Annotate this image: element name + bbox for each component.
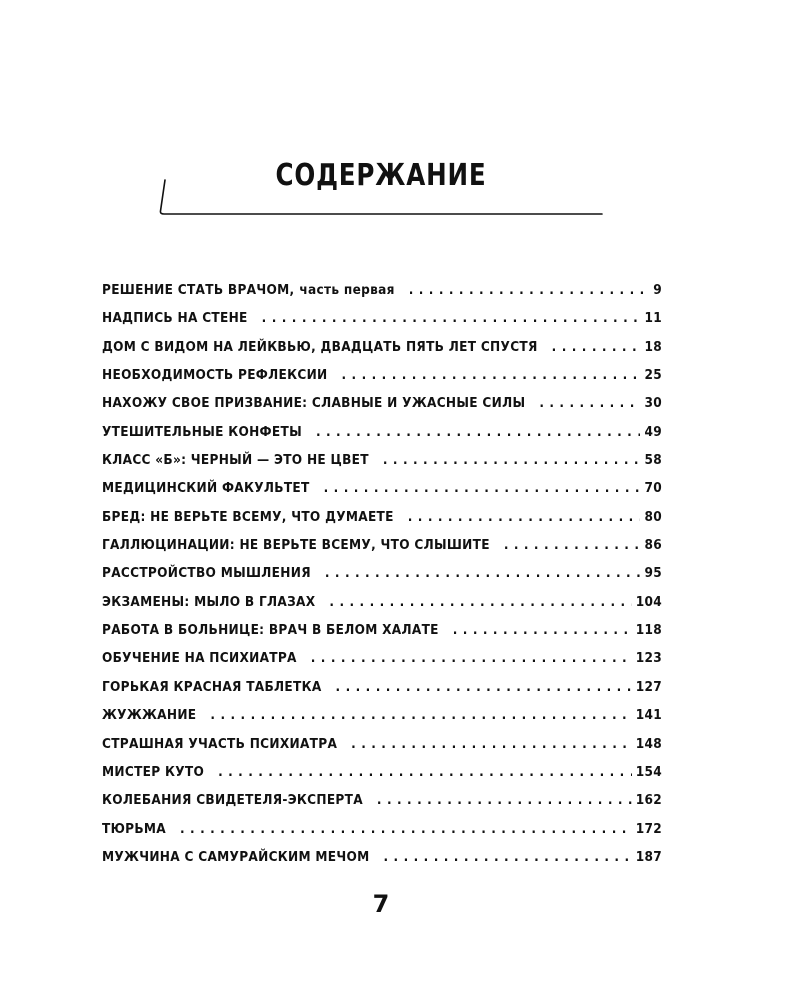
- toc-entry-page-number: 127: [635, 678, 662, 695]
- toc-entry[interactable]: [102, 339, 662, 367]
- toc-entry[interactable]: [102, 480, 662, 508]
- toc-entry-title: БРЕД: НЕ ВЕРЬТЕ ВСЕМУ, ЧТО ДУМАЕТЕ: [102, 508, 394, 525]
- toc-entry[interactable]: [102, 650, 662, 678]
- toc-dot-leader: [539, 395, 640, 411]
- toc-entry-title: РЕШЕНИЕ СТАТЬ ВРАЧОМ,: [102, 282, 295, 298]
- toc-entry[interactable]: [102, 537, 662, 565]
- toc-entry-title: УТЕШИТЕЛЬНЫЕ КОНФЕТЫ: [102, 423, 302, 440]
- toc-entry-page-number: 80: [644, 508, 662, 525]
- toc-entry-page-number: 148: [635, 735, 662, 752]
- page-title: СОДЕРЖАНИЕ: [275, 158, 487, 193]
- toc-dot-leader: [552, 339, 641, 355]
- toc-entry-page-number: 18: [644, 338, 662, 355]
- toc-entry-page-number: 49: [644, 423, 662, 440]
- toc-entry-title: ГАЛЛЮЦИНАЦИИ: НЕ ВЕРЬТЕ ВСЕМУ, ЧТО СЛЫШИТЕ: [102, 537, 490, 554]
- toc-entry[interactable]: [102, 821, 662, 849]
- toc-entry[interactable]: [102, 424, 662, 452]
- toc-entry[interactable]: [102, 452, 662, 480]
- toc-dot-leader: [324, 480, 641, 496]
- toc-dot-leader: [342, 367, 641, 383]
- toc-entry[interactable]: [102, 622, 662, 650]
- toc-entry[interactable]: [102, 594, 662, 622]
- toc-dot-leader: [384, 849, 632, 865]
- toc-entry[interactable]: [102, 764, 662, 792]
- toc-entry-title: КЛАСС «Б»: ЧЕРНЫЙ — ЭТО НЕ ЦВЕТ: [102, 452, 369, 469]
- toc-entry-subtitle: часть первая: [299, 282, 395, 298]
- toc-entry-title: РАССТРОЙСТВО МЫШЛЕНИЯ: [102, 565, 311, 582]
- toc-entry[interactable]: [102, 736, 662, 764]
- page-number: 7: [372, 890, 390, 918]
- toc-entry-page-number: 86: [644, 537, 662, 554]
- toc-entry[interactable]: [102, 792, 662, 820]
- toc-entry-title: ЭКЗАМЕНЫ: МЫЛО В ГЛАЗАХ: [102, 593, 316, 610]
- toc-dot-leader: [180, 821, 632, 837]
- toc-entry-page-number: 172: [635, 820, 662, 837]
- toc-dot-leader: [218, 764, 632, 780]
- toc-entry-title: ТЮРЬМА: [102, 820, 166, 837]
- toc-entry[interactable]: [102, 509, 662, 537]
- toc-entry-title: ДОМ С ВИДОМ НА ЛЕЙКВЬЮ, ДВАДЦАТЬ ПЯТЬ ЛЕТ СПУСТЯ: [102, 338, 538, 355]
- toc-dot-leader: [262, 310, 641, 326]
- toc-dot-leader: [383, 452, 641, 468]
- toc-entry-page-number: 154: [635, 763, 662, 780]
- toc-dot-leader: [408, 509, 641, 525]
- toc-dot-leader: [316, 424, 641, 440]
- toc-dot-leader: [311, 650, 632, 666]
- toc-entry[interactable]: [102, 367, 662, 395]
- toc-entry-title: НАДПИСЬ НА СТЕНЕ: [102, 310, 248, 327]
- toc-entry[interactable]: [102, 395, 662, 423]
- toc-entry-page-number: 25: [644, 367, 662, 384]
- toc-entry-page-number: 104: [635, 593, 662, 610]
- toc-entry-title: КОЛЕБАНИЯ СВИДЕТЕЛЯ-ЭКСПЕРТА: [102, 792, 363, 809]
- toc-entry-page-number: 58: [644, 452, 662, 469]
- toc-entry[interactable]: [102, 707, 662, 735]
- toc-entry-title: МЕДИЦИНСКИЙ ФАКУЛЬТЕТ: [102, 480, 310, 497]
- table-of-contents: [102, 282, 662, 877]
- toc-entry-title: НАХОЖУ СВОЕ ПРИЗВАНИЕ: СЛАВНЫЕ И УЖАСНЫЕ СИЛЫ: [102, 395, 526, 412]
- toc-entry-page-number: 141: [635, 707, 662, 724]
- title-underline-decoration: [156, 176, 606, 220]
- toc-entry[interactable]: [102, 310, 662, 338]
- toc-entry-title: СТРАШНАЯ УЧАСТЬ ПСИХИАТРА: [102, 735, 338, 752]
- toc-entry-title: МУЖЧИНА С САМУРАЙСКИМ МЕЧОМ: [102, 848, 370, 865]
- toc-entry[interactable]: [102, 679, 662, 707]
- toc-dot-leader: [210, 707, 631, 723]
- toc-entry[interactable]: [102, 282, 662, 310]
- toc-entry-title: ОБУЧЕНИЕ НА ПСИХИАТРА: [102, 650, 297, 667]
- toc-entry-page-number: 9: [653, 282, 662, 298]
- toc-dot-leader: [377, 792, 632, 808]
- toc-dot-leader: [409, 282, 650, 298]
- toc-entry-title: МИСТЕР КУТО: [102, 763, 205, 780]
- toc-entry-title: ГОРЬКАЯ КРАСНАЯ ТАБЛЕТКА: [102, 678, 322, 695]
- toc-dot-leader: [351, 736, 632, 752]
- toc-entry-page-number: 123: [635, 650, 662, 667]
- toc-entry-page-number: 95: [644, 565, 662, 582]
- toc-entry-title: РАБОТА В БОЛЬНИЦЕ: ВРАЧ В БЕЛОМ ХАЛАТЕ: [102, 622, 439, 639]
- toc-dot-leader: [329, 594, 631, 610]
- toc-entry-page-number: 30: [644, 395, 662, 412]
- toc-entry-title: НЕОБХОДИМОСТЬ РЕФЛЕКСИИ: [102, 367, 328, 384]
- toc-dot-leader: [336, 679, 632, 695]
- toc-dot-leader: [504, 537, 641, 553]
- toc-entry-page-number: 187: [635, 848, 662, 865]
- toc-entry-title: ЖУЖЖАНИЕ: [102, 707, 197, 724]
- toc-entry[interactable]: [102, 849, 662, 877]
- toc-entry[interactable]: [102, 565, 662, 593]
- toc-entry-page-number: 70: [644, 480, 662, 497]
- toc-entry-page-number: 118: [635, 622, 662, 639]
- toc-dot-leader: [453, 622, 632, 638]
- toc-entry-page-number: 11: [644, 310, 662, 327]
- toc-dot-leader: [325, 565, 641, 581]
- toc-entry-page-number: 162: [635, 792, 662, 809]
